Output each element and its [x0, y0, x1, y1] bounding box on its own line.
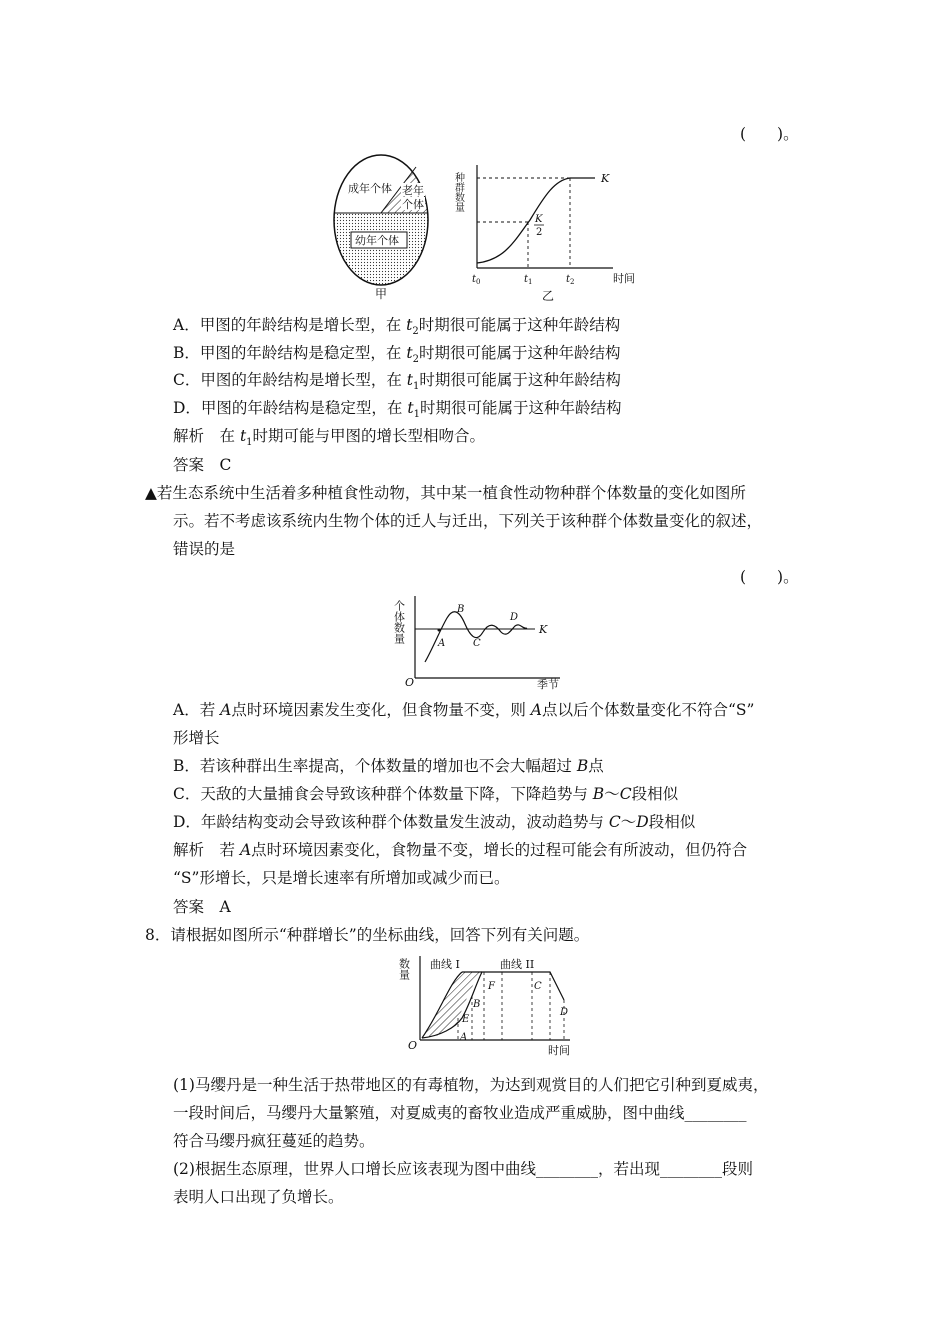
caption-jia: 甲 — [375, 287, 388, 301]
question-stem-line-1: ▲若生态系统中生活着多种植食性动物，其中某一植食性动物种群个体数量的变化如图所 — [145, 484, 746, 502]
curve-1-label: 曲线 I — [430, 958, 460, 971]
y-axis-label: 种群数量 — [452, 172, 464, 212]
origin-label: O — [408, 1039, 418, 1052]
option-c: C．天敌的大量捕食会导致该种群个体数量下降，下降趋势与 B～C段相似 — [173, 785, 679, 803]
k-label: K — [539, 623, 548, 636]
point-e-label: E — [462, 1014, 470, 1025]
population-fluctuation-figure — [392, 590, 575, 691]
q8-part2-line-1: (2)根据生态原理，世界人口增长应该表现为图中曲线________，若出现________段则 — [173, 1160, 753, 1178]
population-growth-curves-figure — [397, 952, 590, 1057]
curve-2-label: 曲线 II — [500, 958, 535, 971]
option-c: C．甲图的年龄结构是增长型，在 $t_1$时期很可能属于这种年龄结构 — [173, 371, 621, 393]
point-a-label: A — [460, 1032, 468, 1043]
point-b-label: B — [457, 604, 465, 615]
q8-part1-line-1: (1)马缨丹是一种生活于热带地区的有毒植物，为达到观赏目的人们把它引种到夏威夷， — [173, 1076, 769, 1094]
analysis-line-1: 解析 若 A点时环境因素变化，食物量不变，增长的过程可能会有所波动，但仍符合 — [173, 841, 748, 859]
x-axis-label: 时间 — [613, 272, 635, 285]
k-half-top: K — [535, 214, 543, 225]
point-c-label: C — [534, 981, 542, 992]
q8-part1-line-2: 一段时间后，马缨丹大量繁殖，对夏威夷的畜牧业造成严重威胁，图中曲线________ — [173, 1104, 747, 1122]
age-structure-figure — [330, 150, 450, 300]
s-curve-figure — [452, 160, 645, 303]
analysis: 解析 在 $t_1$时期可能与甲图的增长型相吻合。 — [173, 427, 486, 449]
point-b-label: B — [473, 999, 481, 1010]
x-axis-label: 季节 — [537, 678, 559, 691]
option-d: D．年龄结构变动会导致该种群个体数量发生波动，波动趋势与 C～D段相似 — [173, 813, 696, 831]
point-d-label: D — [560, 1007, 569, 1018]
y-axis-label: 个体数量 — [392, 600, 406, 644]
point-a-label: A — [438, 638, 446, 649]
pie-label-old-1: 老年 — [402, 184, 424, 197]
t2-sub: 2 — [570, 278, 575, 286]
point-f-label: F — [488, 981, 495, 992]
t1-sub: 1 — [528, 278, 533, 286]
k-half-bottom: 2 — [536, 227, 543, 238]
option-a-line-1: A．若 A点时环境因素发生变化，但食物量不变，则 A点以后个体数量变化不符合“S” — [173, 701, 755, 719]
option-b: B．若该种群出生率提高，个体数量的增加也不会大幅超过 B点 — [173, 757, 604, 775]
question-stem-line-2: 示。若不考虑该系统内生物个体的迁人与迁出，下列关于该种群个体数量变化的叙述， — [173, 512, 763, 530]
t0-label: t — [472, 274, 477, 285]
t1-label: t — [524, 274, 529, 285]
k-label: K — [601, 172, 610, 185]
option-a: A．甲图的年龄结构是增长型，在 $t_2$时期很可能属于这种年龄结构 — [173, 316, 621, 338]
y-axis-label: 数量 — [397, 958, 411, 980]
t0-sub: 0 — [476, 278, 481, 286]
caption-yi: 乙 — [542, 289, 555, 303]
q8-part2-line-2: 表明人口出现了负增长。 — [173, 1188, 344, 1206]
answer-paren: ( )。 — [740, 568, 799, 586]
q8-part1-line-3: 符合马缨丹疯狂蔓延的趋势。 — [173, 1132, 375, 1150]
point-c-label: C — [473, 638, 481, 649]
option-d: D．甲图的年龄结构是稳定型，在 $t_1$时期很可能属于这种年龄结构 — [173, 399, 622, 421]
answer: 答案 C — [173, 456, 232, 474]
answer-paren: ( )。 — [740, 125, 799, 143]
origin-label: O — [405, 676, 415, 689]
option-b: B．甲图的年龄结构是稳定型，在 $t_2$时期很可能属于这种年龄结构 — [173, 344, 621, 366]
option-a-line-2: 形增长 — [173, 729, 220, 747]
answer: 答案 A — [173, 898, 231, 916]
question-stem-line-3: 错误的是 — [173, 540, 236, 558]
x-axis-label: 时间 — [548, 1044, 570, 1057]
pie-label-adult: 成年个体 — [348, 182, 392, 195]
pie-label-young: 幼年个体 — [355, 234, 399, 247]
question-8-stem: 8．请根据如图所示“种群增长”的坐标曲线，回答下列有关问题。 — [145, 926, 590, 944]
analysis-line-2: “S”形增长，只是增长速率有所增加或减少而已。 — [173, 869, 510, 887]
pie-label-old-2: 个体 — [402, 198, 424, 211]
point-d-label: D — [510, 612, 519, 623]
t2-label: t — [566, 274, 571, 285]
